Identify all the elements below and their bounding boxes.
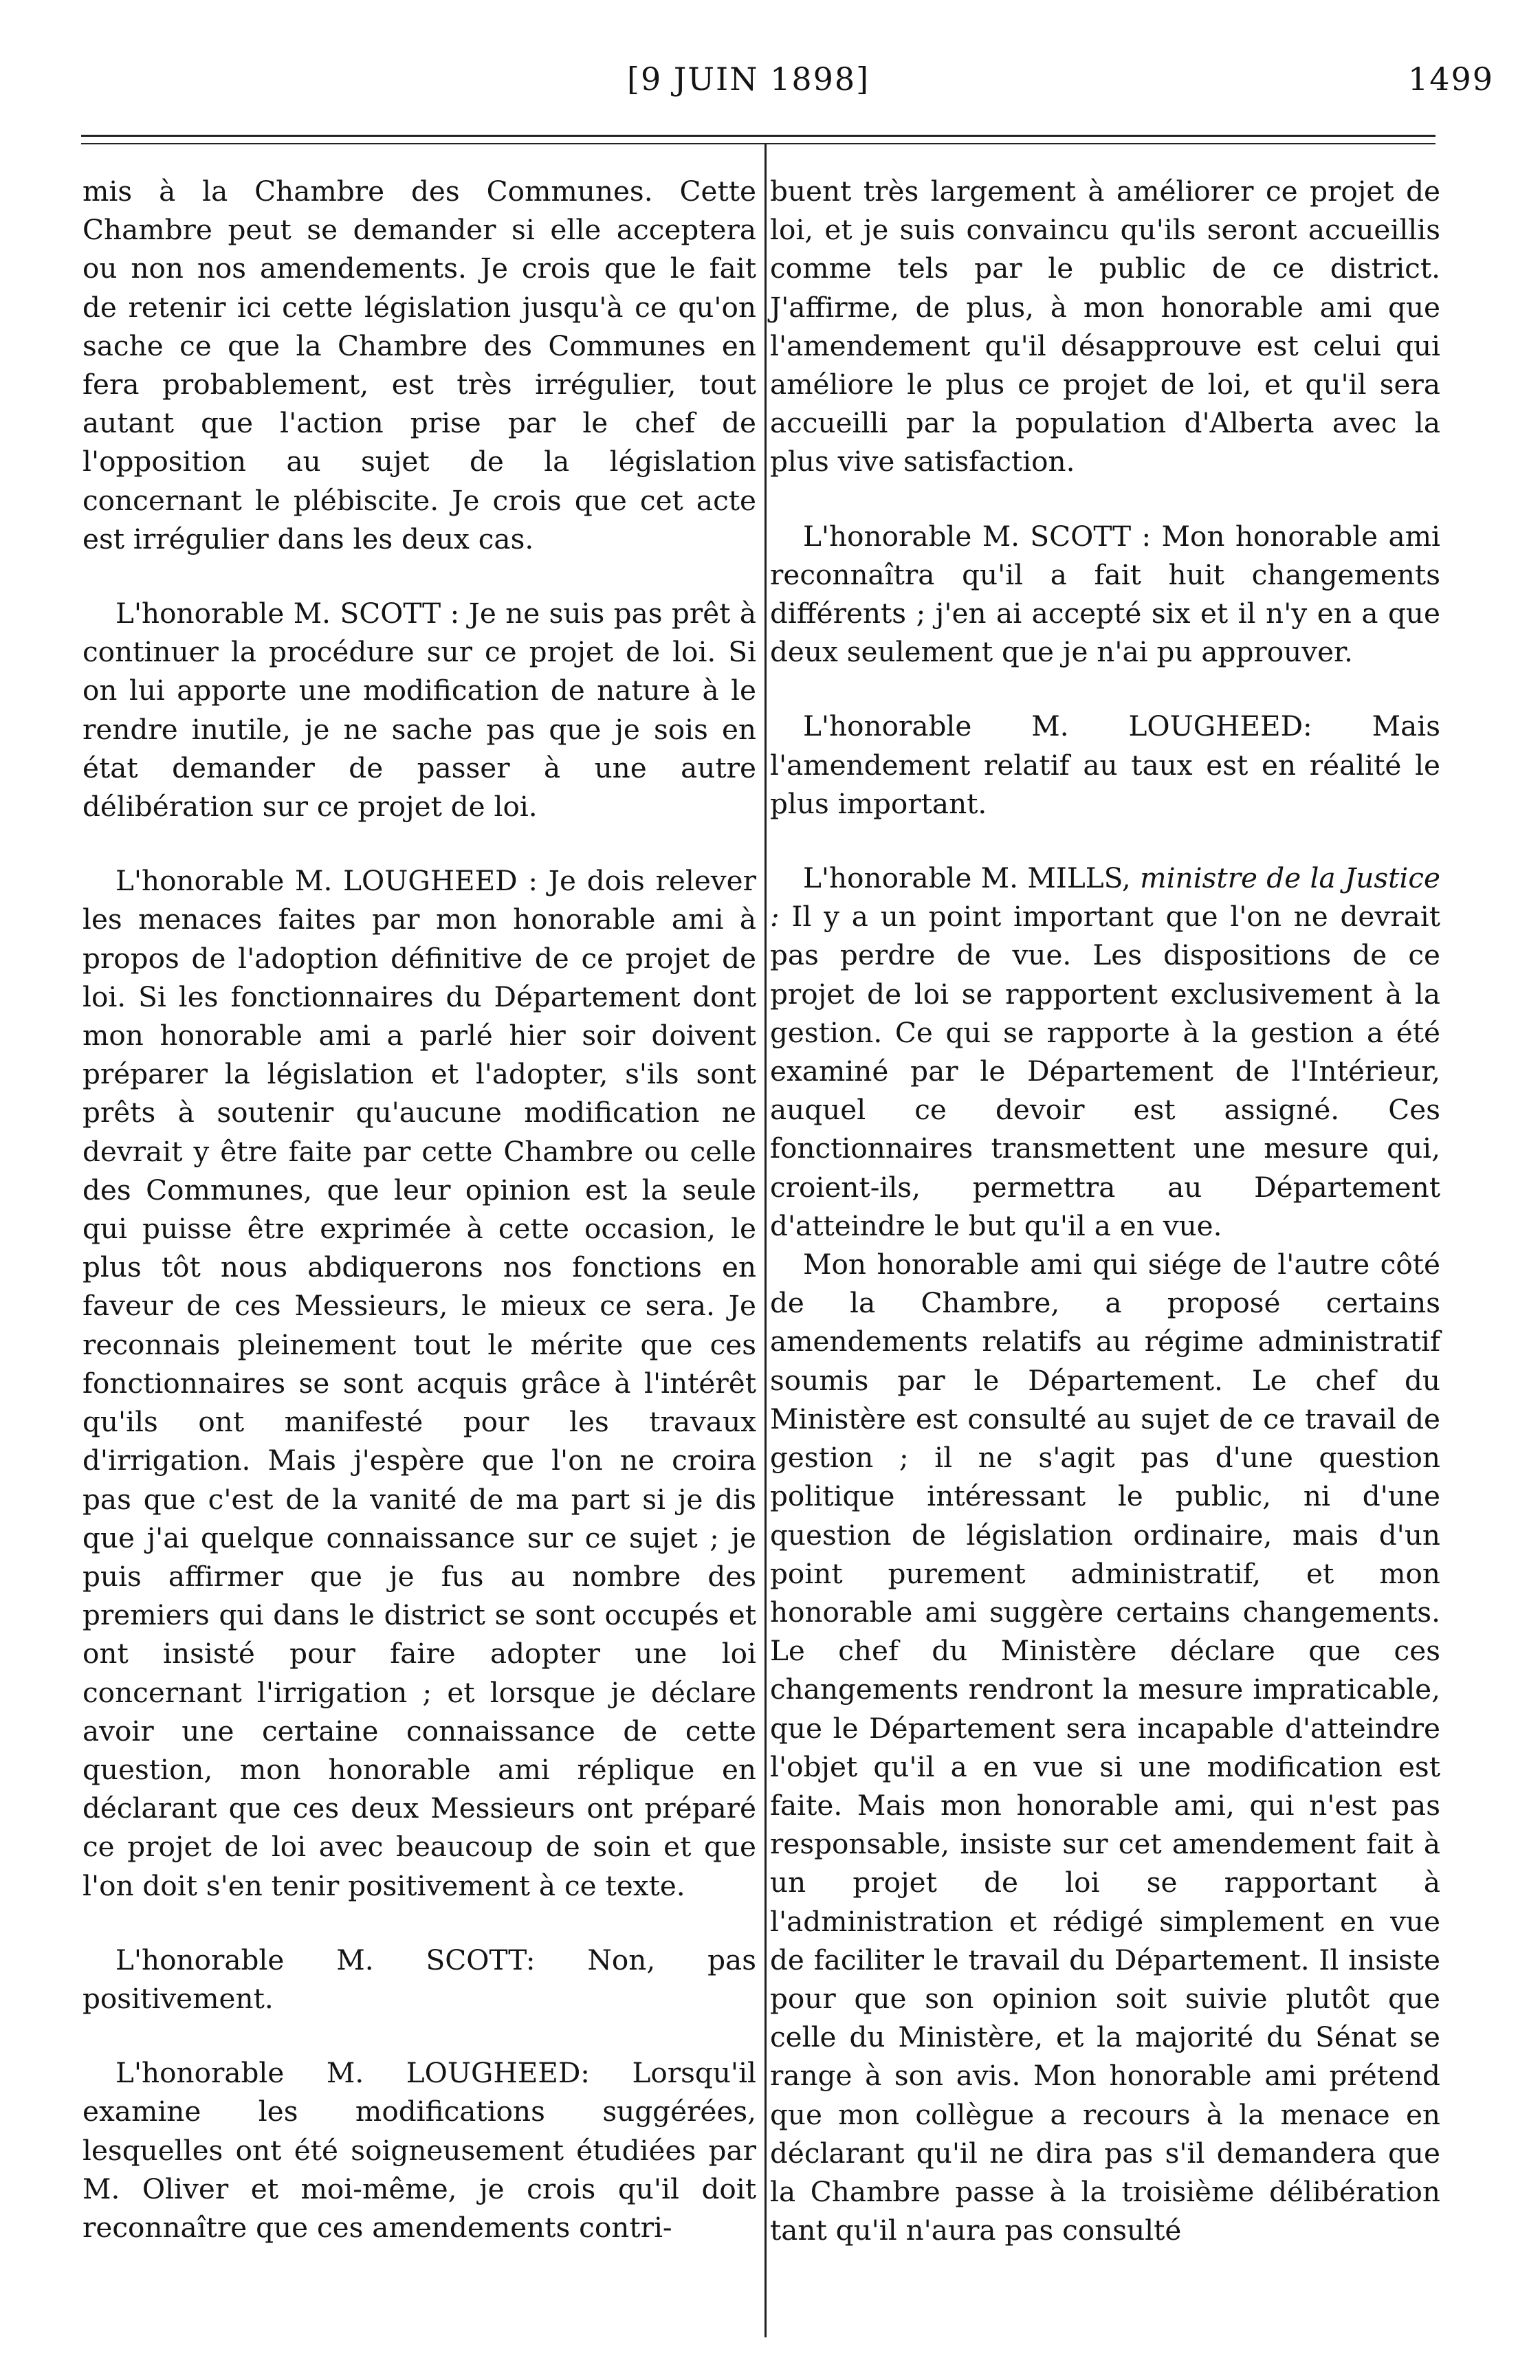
page-number: 1499: [1408, 60, 1495, 98]
paragraph-text: Il y a un point important que l'on ne devrait pas perdre de vue. Les dispositions de ce projet de loi se rapportent exclusivement à la gestion. Ce qui se rapporte à la gestion a été examiné par le Département de l'Intérieur, auquel ce devoir est assigné. Ces fonctionnaires transmettent une mesure qui, croient-ils, permettra au Département d'atteindre le but qu'il a en vue.: [770, 900, 1440, 1242]
paragraph: [770, 517, 1440, 672]
paragraph: [82, 2053, 756, 2247]
header-rule: [81, 135, 1436, 137]
right-column: [770, 172, 1440, 2249]
paragraph: [82, 1941, 756, 2018]
paragraph: [770, 707, 1440, 823]
paragraph-text: Non, pas positivement.: [82, 1943, 756, 2015]
header-rule-secondary: [81, 143, 1436, 144]
page-header: [0, 60, 1540, 115]
speaker-name: L'honorable M. SCOTT :: [116, 597, 460, 630]
speaker-name: L'honorable M. SCOTT :: [803, 519, 1152, 553]
paragraph-text: Mon honorable ami qui siége de l'autre côté de la Chambre, a proposé certains amendements relatifs au régime administratif soumis par le Département. Le chef du Ministère est consulté au sujet de ce travail de gestion ; il ne s'agit pas d'une question politique intéressant le public, ni d'une question de législation ordinaire, mais d'un point purement administratif, et mon honorable ami suggère certains changements. Le chef du Ministère déclare que ces changements rendront la mesure impraticable, que le Département sera incapable d'atteindre l'objet qu'il a en vue si une modification est faite. Mais mon honorable ami, qui n'est pas responsable, insiste sur cet amendement fait à un projet de loi se rapportant à l'administration et rédigé simplement en vue de faciliter le travail du Département. Il insiste pour que son opinion soit suivie plutôt que celle du Ministère, et la majorité du Sénat se range à son avis. Mon honorable ami prétend que mon collègue a recours à la menace en déclarant qu'il ne dira pas s'il demandera que la Chambre passe à la troisième délibération tant qu'il n'aura pas consulté: [770, 1248, 1440, 2247]
paragraph: [82, 594, 756, 826]
speaker-name: L'honorable M. LOUGHEED:: [803, 709, 1312, 743]
paragraph: [770, 172, 1440, 481]
paragraph: [770, 1245, 1440, 2249]
speaker-name: L'honorable M. SCOTT:: [116, 1943, 536, 1976]
speaker-name: L'honorable M. MILLS,: [803, 861, 1131, 895]
column-divider: [764, 144, 767, 2337]
paragraph: [82, 172, 756, 558]
paragraph-text: Je ne suis pas prêt à continuer la procédure sur ce projet de loi. Si on lui apporte une modification de nature à le rendre inutile, je ne sache pas que je sois en état demander de passer à une autre délibération sur ce projet de loi.: [82, 597, 756, 824]
paragraph-text: Lorsqu'il examine les modifications suggérées, lesquelles ont été soigneusement étudiées par M. Oliver et moi-même, je crois qu'il doit reconnaître que ces amendements contri-: [82, 2056, 756, 2244]
speaker-title: ministre de la Justice :: [770, 861, 1440, 934]
paragraph: [82, 861, 756, 1904]
paragraph-text: Je dois relever les menaces faites par mon honorable ami à propos de l'adoption définitive de ce projet de loi. Si les fonctionnaires du Département dont mon honorable ami a parlé hier soir doivent préparer la législation et l'adopter, s'ils sont prêts à soutenir qu'aucune modification ne devrait y être faite par cette Chambre ou celle des Communes, que leur opinion est la seule qui puisse être exprimée à cette occasion, le plus tôt nous abdiquerons nos fonctions en faveur de ces Messieurs, le mieux ce sera. Je reconnais pleinement tout le mérite que ces fonctionnaires se sont acquis grâce à l'intérêt qu'ils ont manifesté pour les travaux d'irrigation. Mais j'espère que l'on ne croira pas que c'est de la vanité de ma part si je dis que j'ai quelque connaissance sur ce sujet ; je puis affirmer que je fus au nombre des premiers qui dans le district se sont occupés et ont insisté pour faire adopter une loi concernant l'irrigation ; et lorsque je déclare avoir une certaine connaissance de cette question, mon honorable ami réplique en déclarant que ces deux Messieurs ont préparé ce projet de loi avec beaucoup de soin et que l'on doit s'en tenir positivement à ce texte.: [82, 864, 756, 1902]
paragraph-text: Mon honorable ami reconnaîtra qu'il a fait huit changements différents ; j'en ai accepté six et il n'y en a que deux seulement que je n'ai pu approuver.: [770, 519, 1440, 669]
header-date: [9 JUIN 1898]: [627, 60, 870, 98]
speaker-name: L'honorable M. LOUGHEED :: [116, 864, 538, 898]
paragraph-text: mis à la Chambre des Communes. Cette Chambre peut se demander si elle acceptera ou non nos amendements. Je crois que le fait de retenir ici cette législation jusqu'à ce qu'on sache ce que la Chambre des Communes en fera probablement, est très irrégulier, tout autant que l'action prise par le chef de l'opposition au sujet de la législation concernant le plébiscite. Je crois que cet acte est irrégulier dans les deux cas.: [82, 175, 756, 555]
paragraph: [770, 859, 1440, 1245]
speaker-name: L'honorable M. LOUGHEED:: [116, 2056, 590, 2090]
left-column: [82, 172, 756, 2247]
paragraph-text: Mais l'amendement relatif au taux est en réalité le plus important.: [770, 709, 1440, 820]
paragraph-text: buent très largement à améliorer ce projet de loi, et je suis convaincu qu'ils seront accueillis comme tels par le public de ce district. J'affirme, de plus, à mon honorable ami que l'amendement qu'il désapprouve est celui qui améliore le plus ce projet de loi, et qu'il sera accueilli par la population d'Alberta avec la plus vive satisfaction.: [770, 175, 1440, 478]
